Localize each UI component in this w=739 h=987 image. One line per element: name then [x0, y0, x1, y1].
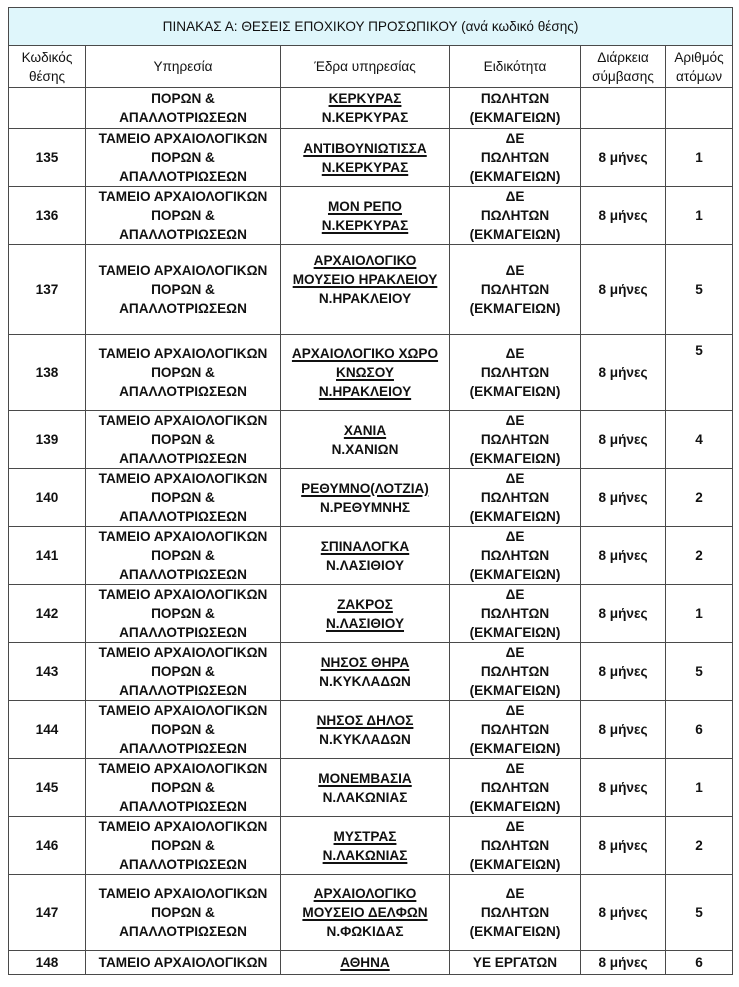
- specialty-cell: [450, 411, 581, 469]
- seat-cell: [281, 245, 450, 335]
- seat-cell: [281, 469, 450, 527]
- specialty-line: (ΕΚΜΑΓΕΙΩΝ): [469, 683, 561, 698]
- table-row: [9, 643, 733, 701]
- table-row: [9, 187, 733, 245]
- duration-cell: 8 μήνες: [581, 187, 666, 245]
- seat-line-underlined: ΡΕΘΥΜΝΟ(ΛΟΤΖΙΑ): [301, 480, 429, 496]
- seat-line: Ν.ΚΥΚΛΑΔΩΝ: [319, 673, 411, 689]
- seat-cell: [281, 527, 450, 585]
- service-line: ΠΟΡΩΝ &: [151, 432, 215, 447]
- specialty-line: ΔΕ: [505, 263, 525, 278]
- seat-cell: [281, 875, 450, 951]
- service-line: ΑΠΑΛΛΟΤΡΙΩΣΕΩΝ: [119, 384, 247, 399]
- service-line: ΠΟΡΩΝ &: [151, 838, 215, 853]
- duration-cell: 8 μήνες: [581, 469, 666, 527]
- service-cell: [86, 701, 281, 759]
- headcount-cell: 5: [666, 335, 733, 411]
- specialty-line: (ΕΚΜΑΓΕΙΩΝ): [469, 169, 561, 184]
- seat-line: Ν.ΚΕΡΚΥΡΑΣ: [321, 110, 409, 125]
- specialty-cell: [450, 469, 581, 527]
- service-line: ΤΑΜΕΙΟ ΑΡΧΑΙΟΛΟΓΙΚΩΝ: [98, 263, 268, 278]
- table-row: [9, 585, 733, 643]
- service-cell: [86, 875, 281, 951]
- service-line: ΤΑΜΕΙΟ ΑΡΧΑΙΟΛΟΓΙΚΩΝ: [98, 587, 268, 602]
- specialty-cell: [450, 245, 581, 335]
- specialty-line: (ΕΚΜΑΓΕΙΩΝ): [469, 384, 561, 399]
- service-line: ΑΠΑΛΛΟΤΡΙΩΣΕΩΝ: [119, 451, 247, 466]
- specialty-cell: [450, 817, 581, 875]
- specialty-line: ΠΩΛΗΤΩΝ: [480, 722, 550, 737]
- specialty-line: ΠΩΛΗΤΩΝ: [480, 208, 550, 223]
- service-line: ΤΑΜΕΙΟ ΑΡΧΑΙΟΛΟΓΙΚΩΝ: [98, 703, 268, 718]
- duration-cell: 8 μήνες: [581, 245, 666, 335]
- seat-line: Ν.ΦΩΚΙΔΑΣ: [326, 924, 404, 939]
- seat-line-underlined: ΧΑΝΙΑ: [343, 422, 387, 438]
- column-header-label: Ειδικότητα: [483, 59, 547, 74]
- specialty-cell: [450, 129, 581, 187]
- specialty-line: ΔΕ: [505, 529, 525, 544]
- specialty-cell: [450, 585, 581, 643]
- service-line: ΑΠΑΛΛΟΤΡΙΩΣΕΩΝ: [119, 683, 247, 698]
- specialty-line: ΔΕ: [505, 189, 525, 204]
- service-cell: [86, 585, 281, 643]
- specialty-cell: [450, 875, 581, 951]
- position-code-cell: 144: [9, 701, 86, 759]
- seat-line-underlined: ΑΡΧΑΙΟΛΟΓΙΚΟ: [313, 886, 417, 901]
- specialty-line: (ΕΚΜΑΓΕΙΩΝ): [469, 924, 561, 939]
- headcount-cell: 4: [666, 411, 733, 469]
- table-row: [9, 951, 733, 975]
- service-line: ΑΠΑΛΛΟΤΡΙΩΣΕΩΝ: [119, 625, 247, 640]
- specialty-line: (ΕΚΜΑΓΕΙΩΝ): [469, 301, 561, 316]
- specialty-cell: [450, 335, 581, 411]
- duration-cell: [581, 88, 666, 129]
- seat-cell: [281, 129, 450, 187]
- specialty-cell: [450, 527, 581, 585]
- specialty-line: ΠΩΛΗΤΩΝ: [480, 905, 550, 920]
- table-row: [9, 335, 733, 411]
- service-line: ΤΑΜΕΙΟ ΑΡΧΑΙΟΛΟΓΙΚΩΝ: [98, 886, 268, 901]
- seat-line-underlined: ΚΝΩΣΟΥ: [336, 365, 394, 380]
- table-row: [9, 527, 733, 585]
- seat-line-underlined: ΜΟΝΕΜΒΑΣΙΑ: [318, 770, 412, 786]
- service-line: ΠΟΡΩΝ &: [151, 722, 215, 737]
- headcount-cell: 6: [666, 951, 733, 975]
- position-code-cell: 141: [9, 527, 86, 585]
- column-header-count: [666, 46, 733, 88]
- headcount-cell: 5: [666, 643, 733, 701]
- duration-cell: 8 μήνες: [581, 875, 666, 951]
- specialty-line: ΔΕ: [505, 761, 525, 776]
- specialty-cell: [450, 759, 581, 817]
- seat-line-underlined: ΣΠΙΝΑΛΟΓΚΑ: [320, 538, 410, 554]
- seat-line-underlined: ΑΘΗΝΑ: [340, 955, 390, 970]
- specialty-line: ΠΩΛΗΤΩΝ: [480, 365, 550, 380]
- specialty-line: (ΕΚΜΑΓΕΙΩΝ): [469, 741, 561, 756]
- specialty-line: ΠΩΛΗΤΩΝ: [480, 548, 550, 563]
- service-cell: [86, 759, 281, 817]
- specialty-line: (ΕΚΜΑΓΕΙΩΝ): [469, 509, 561, 524]
- position-code-cell: [9, 88, 86, 129]
- specialty-cell: [450, 951, 581, 975]
- specialty-line: ΔΕ: [505, 819, 525, 834]
- seat-cell: [281, 411, 450, 469]
- service-line: ΠΟΡΩΝ &: [151, 606, 215, 621]
- table-row: [9, 129, 733, 187]
- service-line: ΠΟΡΩΝ &: [151, 780, 215, 795]
- service-line: ΑΠΑΛΛΟΤΡΙΩΣΕΩΝ: [119, 857, 247, 872]
- service-line: ΑΠΑΛΛΟΤΡΙΩΣΕΩΝ: [119, 924, 247, 939]
- position-code-cell: 136: [9, 187, 86, 245]
- service-line: ΤΑΜΕΙΟ ΑΡΧΑΙΟΛΟΓΙΚΩΝ: [98, 346, 268, 361]
- seat-line-underlined: ΝΗΣΟΣ ΔΗΛΟΣ: [316, 712, 414, 728]
- table-row: [9, 469, 733, 527]
- column-header-label: Αριθμός: [674, 49, 724, 65]
- seat-line: Ν.ΡΕΘΥΜΝΗΣ: [319, 499, 411, 515]
- service-line: ΤΑΜΕΙΟ ΑΡΧΑΙΟΛΟΓΙΚΩΝ: [98, 413, 268, 428]
- service-line: ΑΠΑΛΛΟΤΡΙΩΣΕΩΝ: [119, 567, 247, 582]
- specialty-cell: [450, 88, 581, 129]
- seat-cell: [281, 817, 450, 875]
- seat-line-underlined: ΝΗΣΟΣ ΘΗΡΑ: [320, 654, 410, 670]
- service-line: ΑΠΑΛΛΟΤΡΙΩΣΕΩΝ: [119, 110, 247, 125]
- specialty-line: (ΕΚΜΑΓΕΙΩΝ): [469, 567, 561, 582]
- specialty-line: (ΕΚΜΑΓΕΙΩΝ): [469, 451, 561, 466]
- specialty-line: ΔΕ: [505, 886, 525, 901]
- seat-line: Ν.ΛΑΣΙΘΙΟΥ: [325, 557, 405, 573]
- headcount-cell: 1: [666, 129, 733, 187]
- positions-table: [8, 7, 733, 975]
- specialty-line: ΠΩΛΗΤΩΝ: [480, 606, 550, 621]
- position-code-cell: 145: [9, 759, 86, 817]
- service-cell: [86, 411, 281, 469]
- position-code-cell: 138: [9, 335, 86, 411]
- specialty-line: ΔΕ: [505, 587, 525, 602]
- specialty-line: ΔΕ: [505, 346, 525, 361]
- service-line: ΑΠΑΛΛΟΤΡΙΩΣΕΩΝ: [119, 227, 247, 242]
- headcount-cell: 2: [666, 469, 733, 527]
- position-code-cell: 147: [9, 875, 86, 951]
- seat-line-underlined: ΑΡΧΑΙΟΛΟΓΙΚΟ ΧΩΡΟ: [291, 346, 439, 361]
- table-title: ΠΙΝΑΚΑΣ Α: ΘΕΣΕΙΣ ΕΠΟΧΙΚΟΥ ΠΡΟΣΩΠΙΚΟΥ (ανά κωδικό θέσης): [9, 8, 733, 46]
- service-line: ΤΑΜΕΙΟ ΑΡΧΑΙΟΛΟΓΙΚΩΝ: [98, 131, 268, 146]
- table-row: [9, 88, 733, 129]
- column-header-duration: [581, 46, 666, 88]
- seat-cell: [281, 335, 450, 411]
- service-line: ΠΟΡΩΝ &: [151, 490, 215, 505]
- column-header-specialty: [450, 46, 581, 88]
- service-cell: [86, 527, 281, 585]
- column-header-label: ατόμων: [675, 68, 723, 84]
- service-cell: [86, 88, 281, 129]
- service-line: ΑΠΑΛΛΟΤΡΙΩΣΕΩΝ: [119, 509, 247, 524]
- column-header-service: [86, 46, 281, 88]
- table-row: [9, 701, 733, 759]
- service-line: ΠΟΡΩΝ &: [151, 905, 215, 920]
- specialty-line: ΔΕ: [505, 703, 525, 718]
- specialty-cell: [450, 643, 581, 701]
- seat-line-underlined: ΖΑΚΡΟΣ: [337, 596, 393, 612]
- service-line: ΤΑΜΕΙΟ ΑΡΧΑΙΟΛΟΓΙΚΩΝ: [98, 189, 268, 204]
- service-line: ΑΠΑΛΛΟΤΡΙΩΣΕΩΝ: [119, 741, 247, 756]
- column-header-label: θέσης: [28, 68, 66, 84]
- service-line: ΑΠΑΛΛΟΤΡΙΩΣΕΩΝ: [119, 301, 247, 316]
- position-code-cell: 143: [9, 643, 86, 701]
- service-line: ΤΑΜΕΙΟ ΑΡΧΑΙΟΛΟΓΙΚΩΝ: [98, 955, 268, 970]
- table-row: [9, 759, 733, 817]
- specialty-line: ΥΕ ΕΡΓΑΤΩΝ: [472, 955, 558, 970]
- table-body: [9, 88, 733, 975]
- specialty-line: (ΕΚΜΑΓΕΙΩΝ): [469, 625, 561, 640]
- position-code-cell: 146: [9, 817, 86, 875]
- duration-cell: 8 μήνες: [581, 411, 666, 469]
- duration-cell: 8 μήνες: [581, 701, 666, 759]
- seat-line-underlined: Ν.ΛΑΚΩΝΙΑΣ: [322, 847, 408, 863]
- duration-cell: 8 μήνες: [581, 129, 666, 187]
- specialty-line: (ΕΚΜΑΓΕΙΩΝ): [469, 799, 561, 814]
- seat-line-underlined: ΑΡΧΑΙΟΛΟΓΙΚΟ: [313, 253, 417, 268]
- service-line: ΑΠΑΛΛΟΤΡΙΩΣΕΩΝ: [119, 169, 247, 184]
- headcount-cell: 5: [666, 245, 733, 335]
- headcount-cell: 6: [666, 701, 733, 759]
- table-row: [9, 411, 733, 469]
- duration-cell: 8 μήνες: [581, 951, 666, 975]
- seat-cell: [281, 187, 450, 245]
- specialty-line: ΠΩΛΗΤΩΝ: [480, 664, 550, 679]
- column-header-label: Έδρα υπηρεσίας: [314, 59, 416, 74]
- table-row: [9, 817, 733, 875]
- service-line: ΠΟΡΩΝ &: [151, 208, 215, 223]
- position-code-cell: 140: [9, 469, 86, 527]
- table-row: [9, 875, 733, 951]
- specialty-line: ΠΩΛΗΤΩΝ: [480, 91, 550, 106]
- seat-line-underlined: ΑΝΤΙΒΟΥΝΙΩΤΙΣΣΑ: [303, 140, 427, 156]
- table-row: [9, 245, 733, 335]
- seat-line: Ν.ΚΥΚΛΑΔΩΝ: [319, 731, 411, 747]
- seat-line-underlined: Ν.ΛΑΣΙΘΙΟΥ: [325, 615, 405, 631]
- specialty-cell: [450, 187, 581, 245]
- service-line: ΠΟΡΩΝ &: [151, 365, 215, 380]
- service-line: ΤΑΜΕΙΟ ΑΡΧΑΙΟΛΟΓΙΚΩΝ: [98, 761, 268, 776]
- service-line: ΤΑΜΕΙΟ ΑΡΧΑΙΟΛΟΓΙΚΩΝ: [98, 471, 268, 486]
- headcount-cell: 1: [666, 759, 733, 817]
- position-code-cell: 142: [9, 585, 86, 643]
- service-cell: [86, 469, 281, 527]
- column-header-label: Κωδικός: [21, 49, 73, 65]
- seat-cell: [281, 701, 450, 759]
- seat-line-underlined: ΚΕΡΚΥΡΑΣ: [328, 91, 402, 106]
- specialty-line: ΔΕ: [505, 131, 525, 146]
- service-cell: [86, 129, 281, 187]
- headcount-cell: [666, 88, 733, 129]
- duration-cell: 8 μήνες: [581, 527, 666, 585]
- seat-cell: [281, 88, 450, 129]
- position-code-cell: 139: [9, 411, 86, 469]
- service-line: ΠΟΡΩΝ &: [151, 282, 215, 297]
- specialty-line: ΠΩΛΗΤΩΝ: [480, 432, 550, 447]
- duration-cell: 8 μήνες: [581, 335, 666, 411]
- seat-cell: [281, 643, 450, 701]
- service-line: ΠΟΡΩΝ &: [151, 91, 215, 106]
- seat-line-underlined: Ν.ΚΕΡΚΥΡΑΣ: [321, 159, 409, 175]
- seat-cell: [281, 759, 450, 817]
- service-cell: [86, 817, 281, 875]
- specialty-line: ΔΕ: [505, 645, 525, 660]
- seat-line-underlined: Ν.ΚΕΡΚΥΡΑΣ: [321, 217, 409, 233]
- column-header-row: [9, 46, 733, 88]
- specialty-line: ΔΕ: [505, 471, 525, 486]
- headcount-cell: 5: [666, 875, 733, 951]
- specialty-line: (ΕΚΜΑΓΕΙΩΝ): [469, 110, 561, 125]
- seat-line-underlined: ΜΟΥΣΕΙΟ ΔΕΛΦΩΝ: [302, 905, 428, 920]
- position-code-cell: 137: [9, 245, 86, 335]
- service-line: ΠΟΡΩΝ &: [151, 150, 215, 165]
- specialty-line: (ΕΚΜΑΓΕΙΩΝ): [469, 227, 561, 242]
- specialty-line: ΠΩΛΗΤΩΝ: [480, 490, 550, 505]
- service-cell: [86, 335, 281, 411]
- duration-cell: 8 μήνες: [581, 585, 666, 643]
- column-header-seat: [281, 46, 450, 88]
- service-cell: [86, 187, 281, 245]
- duration-cell: 8 μήνες: [581, 643, 666, 701]
- seat-line-underlined: Ν.ΗΡΑΚΛΕΙΟΥ: [318, 384, 412, 399]
- service-line: ΤΑΜΕΙΟ ΑΡΧΑΙΟΛΟΓΙΚΩΝ: [98, 645, 268, 660]
- specialty-cell: [450, 701, 581, 759]
- specialty-line: ΠΩΛΗΤΩΝ: [480, 150, 550, 165]
- column-header-label: σύμβασης: [592, 68, 654, 84]
- service-cell: [86, 643, 281, 701]
- headcount-cell: 2: [666, 527, 733, 585]
- service-line: ΠΟΡΩΝ &: [151, 664, 215, 679]
- service-line: ΤΑΜΕΙΟ ΑΡΧΑΙΟΛΟΓΙΚΩΝ: [98, 819, 268, 834]
- service-line: ΠΟΡΩΝ &: [151, 548, 215, 563]
- seat-line: Ν.ΗΡΑΚΛΕΙΟΥ: [318, 291, 412, 306]
- seat-line-underlined: ΜΟΝ ΡΕΠΟ: [327, 198, 402, 214]
- seat-line: Ν.ΧΑΝΙΩΝ: [331, 441, 399, 457]
- seat-line-underlined: ΜΟΥΣΕΙΟ ΗΡΑΚΛΕΙΟΥ: [292, 272, 438, 287]
- column-header-code: [9, 46, 86, 88]
- seat-cell: [281, 585, 450, 643]
- service-line: ΤΑΜΕΙΟ ΑΡΧΑΙΟΛΟΓΙΚΩΝ: [98, 529, 268, 544]
- seat-line-underlined: ΜΥΣΤΡΑΣ: [333, 828, 397, 844]
- specialty-line: (ΕΚΜΑΓΕΙΩΝ): [469, 857, 561, 872]
- column-header-label: Υπηρεσία: [153, 59, 213, 74]
- seat-line: Ν.ΛΑΚΩΝΙΑΣ: [322, 789, 408, 805]
- headcount-cell: 1: [666, 187, 733, 245]
- duration-cell: 8 μήνες: [581, 759, 666, 817]
- specialty-line: ΠΩΛΗΤΩΝ: [480, 282, 550, 297]
- column-header-label: Διάρκεια: [597, 49, 649, 65]
- specialty-line: ΠΩΛΗΤΩΝ: [480, 780, 550, 795]
- position-code-cell: 148: [9, 951, 86, 975]
- position-code-cell: 135: [9, 129, 86, 187]
- service-cell: [86, 245, 281, 335]
- headcount-cell: 1: [666, 585, 733, 643]
- specialty-line: ΠΩΛΗΤΩΝ: [480, 838, 550, 853]
- duration-cell: 8 μήνες: [581, 817, 666, 875]
- specialty-line: ΔΕ: [505, 413, 525, 428]
- service-line: ΑΠΑΛΛΟΤΡΙΩΣΕΩΝ: [119, 799, 247, 814]
- seat-cell: [281, 951, 450, 975]
- headcount-cell: 2: [666, 817, 733, 875]
- service-cell: [86, 951, 281, 975]
